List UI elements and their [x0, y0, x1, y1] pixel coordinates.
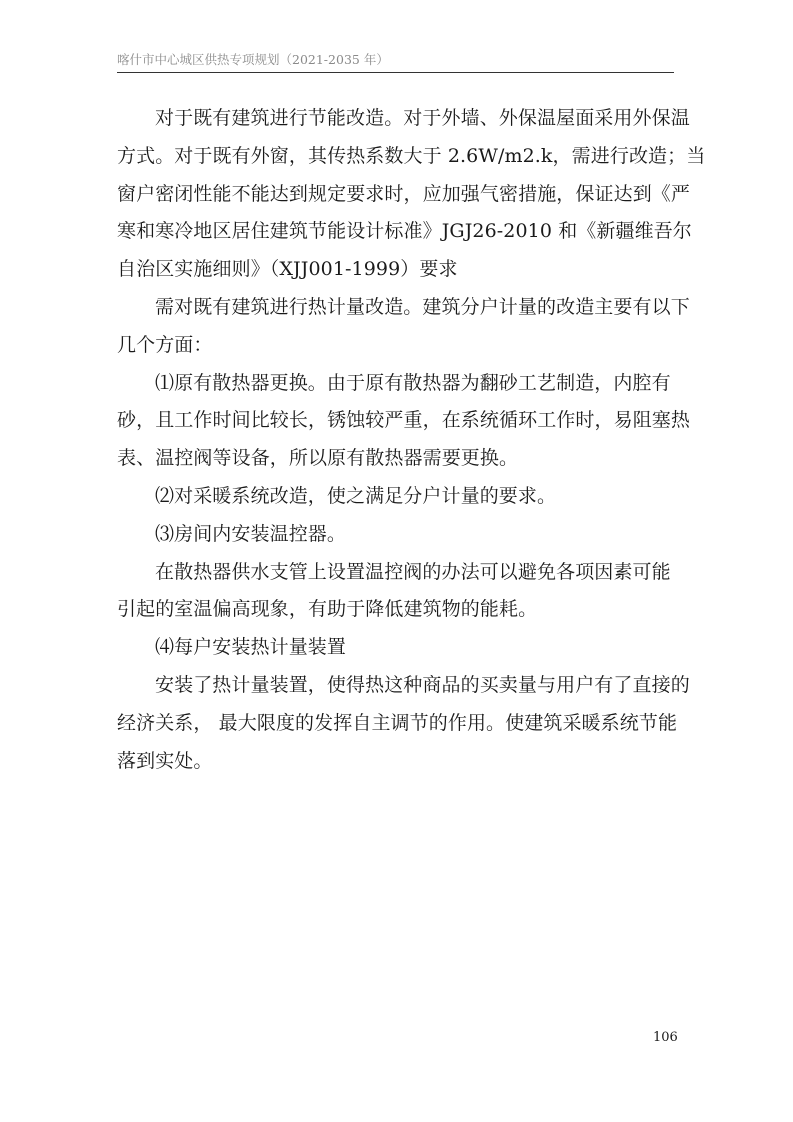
paragraph-line: 砂，且工作时间比较长，锈蚀较严重，在系统循环工作时，易阻塞热 [117, 409, 691, 432]
document-body [117, 100, 706, 780]
paragraph-line: 落到实处。 [117, 749, 213, 772]
paragraph-line: 方式。对于既有外窗，其传热系数大于 2.6W/m2.k，需进行改造；当 [117, 144, 706, 167]
list-item-line: ⑴原有散热器更换。由于原有散热器为翻砂工艺制造，内腔有 [155, 371, 671, 394]
paragraph-line: 引起的室温偏高现象，有助于降低建筑物的能耗。 [117, 598, 538, 621]
list-item-line: ⑷每户安装热计量装置 [155, 636, 347, 659]
paragraph-line: 经济关系， 最大限度的发挥自主调节的作用。使建筑采暖系统节能 [117, 711, 678, 734]
list-item-line: ⑵对采暖系统改造，使之满足分户计量的要求。 [155, 484, 557, 507]
paragraph-line: 表、温控阀等设备，所以原有散热器需要更换。 [117, 447, 519, 470]
header-divider [117, 72, 674, 73]
paragraph-line: 寒和寒冷地区居住建筑节能设计标准》JGJ26-2010 和《新疆维吾尔 [117, 220, 692, 243]
running-header: 喀什市中心城区供热专项规划（2021-2035 年） [117, 52, 389, 67]
paragraph-line: 窗户密闭性能不能达到规定要求时，应加强气密措施，保证达到《严 [117, 182, 691, 205]
paragraph-line: 自治区实施细则》（XJJ001-1999）要求 [117, 258, 458, 281]
paragraph-line: 安装了热计量装置，使得热这种商品的买卖量与用户有了直接的 [155, 673, 690, 696]
list-item-line: ⑶房间内安装温控器。 [155, 522, 347, 545]
paragraph-line: 需对既有建筑进行热计量改造。建筑分户计量的改造主要有以下 [155, 295, 690, 318]
page-number: 106 [653, 1030, 678, 1045]
paragraph-line: 对于既有建筑进行节能改造。对于外墙、外保温屋面采用外保温 [155, 107, 690, 129]
paragraph-line: 几个方面： [117, 333, 213, 356]
paragraph-line: 在散热器供水支管上设置温控阀的办法可以避免各项因素可能 [155, 560, 671, 583]
